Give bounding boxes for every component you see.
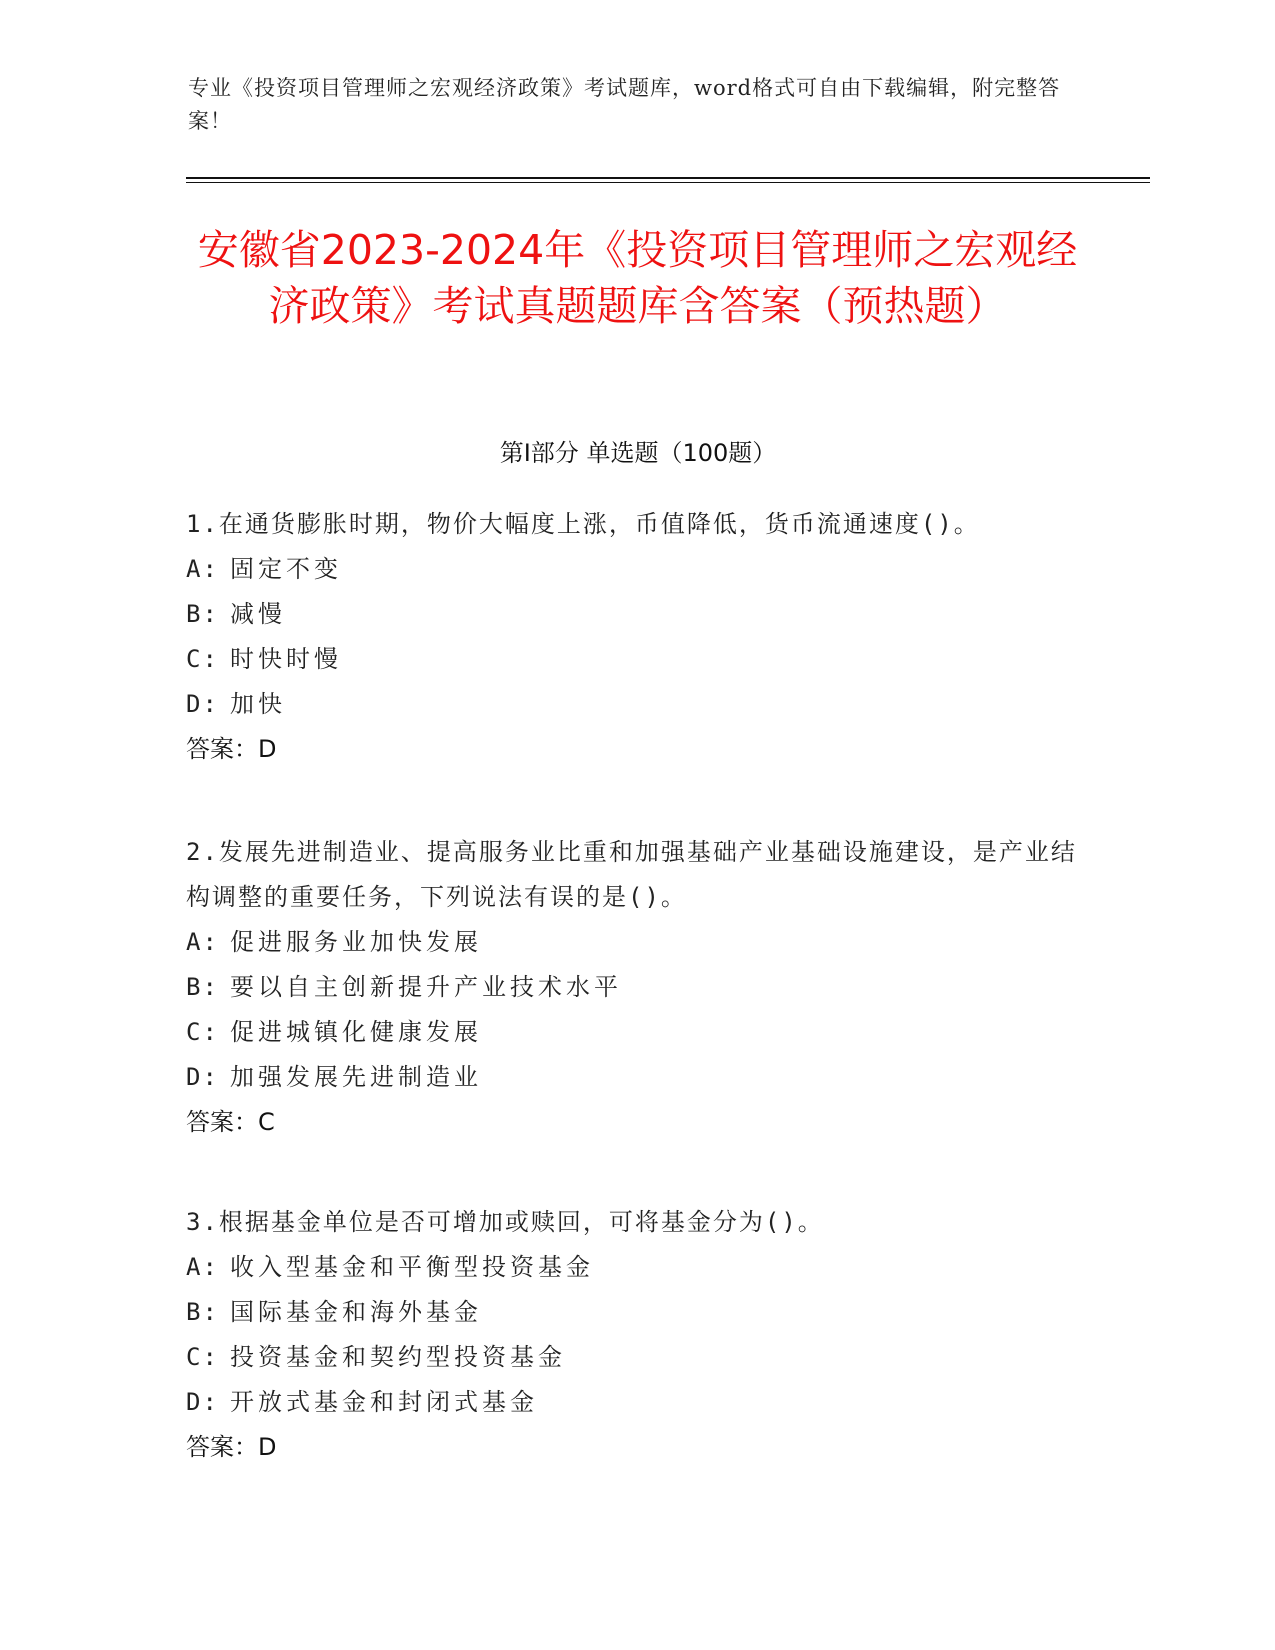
option-text: 减慢 [230, 600, 286, 628]
question-1 [186, 502, 1086, 772]
option-letter: C: [186, 645, 219, 673]
option-letter: B: [186, 600, 219, 628]
question-stem: 1.在通货膨胀时期，物价大幅度上涨，币值降低，货币流通速度()。 [186, 510, 980, 538]
option-letter: A: [186, 1253, 219, 1281]
question-3 [186, 1200, 1086, 1470]
option-letter: A: [186, 928, 219, 956]
option-text: 要以自主创新提升产业技术水平 [230, 973, 622, 1001]
option-text: 投资基金和契约型投资基金 [230, 1343, 566, 1371]
option-b [186, 1290, 1086, 1335]
answer: 答案：D [186, 1433, 277, 1461]
option-text: 加强发展先进制造业 [230, 1063, 482, 1091]
answer: 答案：C [186, 1108, 275, 1136]
option-b [186, 965, 1086, 1010]
option-letter: B: [186, 1298, 219, 1326]
option-d [186, 1055, 1086, 1100]
option-text: 国际基金和海外基金 [230, 1298, 482, 1326]
option-c [186, 1010, 1086, 1055]
option-c [186, 1335, 1086, 1380]
option-letter: D: [186, 1388, 219, 1416]
question-2 [186, 830, 1086, 1145]
option-a [186, 920, 1086, 965]
option-letter: D: [186, 1063, 219, 1091]
option-text: 时快时慢 [230, 645, 342, 673]
answer: 答案：D [186, 735, 277, 763]
option-letter: D: [186, 690, 219, 718]
option-text: 促进服务业加快发展 [230, 928, 482, 956]
option-d [186, 682, 1086, 727]
option-c [186, 637, 1086, 682]
option-text: 固定不变 [230, 555, 342, 583]
question-stem: 2.发展先进制造业、提高服务业比重和加强基础产业基础设施建设，是产业结构调整的重要任务，下列说法有误的是()。 [186, 838, 1077, 911]
header-divider-thin [186, 182, 1150, 183]
option-d [186, 1380, 1086, 1425]
option-b [186, 592, 1086, 637]
option-letter: C: [186, 1343, 219, 1371]
option-a [186, 1245, 1086, 1290]
option-text: 收入型基金和平衡型投资基金 [230, 1253, 594, 1281]
option-text: 开放式基金和封闭式基金 [230, 1388, 538, 1416]
option-text: 促进城镇化健康发展 [230, 1018, 482, 1046]
question-stem: 3.根据基金单位是否可增加或赎回，可将基金分为()。 [186, 1208, 824, 1236]
option-letter: C: [186, 1018, 219, 1046]
option-letter: B: [186, 973, 219, 1001]
option-letter: A: [186, 555, 219, 583]
section-title: 第I部分 单选题（100题） [499, 439, 777, 467]
document-title: 安徽省2023-2024年《投资项目管理师之宏观经济政策》考试真题题库含答案（预热题） [197, 226, 1078, 330]
option-text: 加快 [230, 690, 286, 718]
header-note: 专业《投资项目管理师之宏观经济政策》考试题库，word格式可自由下载编辑，附完整答案！ [188, 76, 1061, 133]
option-a [186, 547, 1086, 592]
header-divider-thick [186, 177, 1150, 179]
